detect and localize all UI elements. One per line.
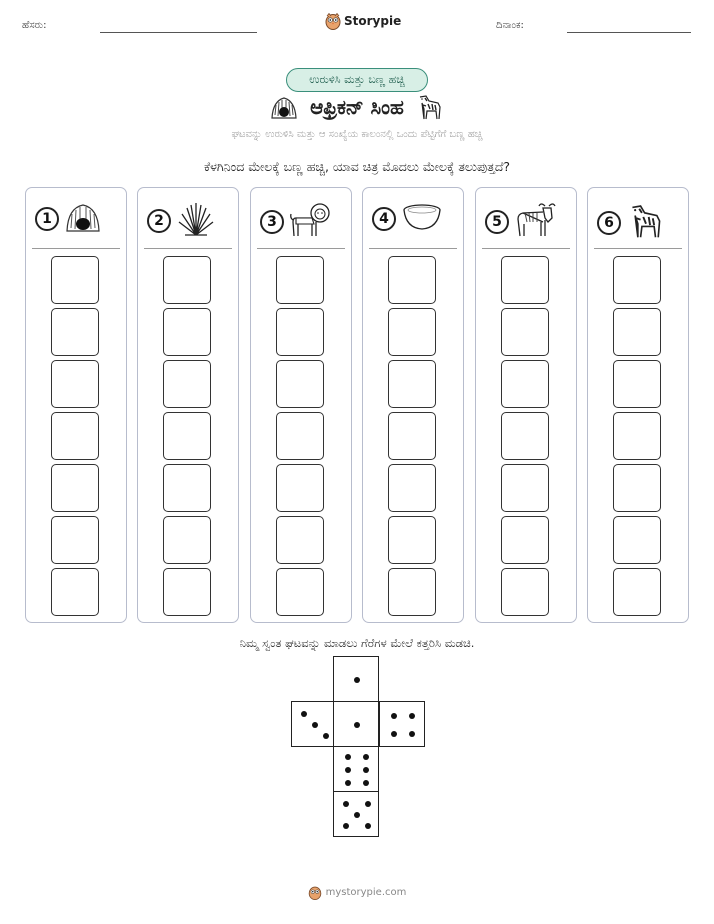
color-box[interactable] (388, 256, 436, 304)
die-pip (409, 713, 415, 719)
die-face-3 (291, 701, 337, 747)
die-pip (323, 733, 329, 739)
date-label: ದಿನಾಂಕ: (496, 20, 524, 31)
die-face-1 (333, 656, 379, 702)
die-pip (354, 677, 360, 683)
color-box[interactable] (51, 256, 99, 304)
die-face-5 (333, 791, 379, 837)
color-box[interactable] (501, 516, 549, 564)
color-box[interactable] (613, 464, 661, 512)
column-header (147, 202, 215, 240)
color-box[interactable] (51, 308, 99, 356)
die-pip (363, 780, 369, 786)
column-divider (32, 248, 120, 249)
color-box[interactable] (163, 412, 211, 460)
color-box[interactable] (51, 568, 99, 616)
owl-icon (325, 12, 341, 30)
color-box[interactable] (388, 464, 436, 512)
color-box[interactable] (51, 516, 99, 564)
column-header (372, 202, 442, 236)
column-header (597, 202, 665, 244)
color-box[interactable] (388, 360, 436, 408)
die-pip (354, 812, 360, 818)
column-number: 4 (372, 207, 396, 231)
column-3 (250, 187, 352, 623)
column-4 (362, 187, 464, 623)
zebra-icon (627, 202, 665, 244)
cut-instruction: ನಿಮ್ಮ ಸ್ವಂತ ಘಟವನ್ನು ಮಾಡಲು ಗೆರೆಗಳ ಮೇಲೆ ಕತ್ತರಿಸಿ ಮಡಚಿ. (239, 636, 475, 650)
zebra-icon (416, 93, 444, 121)
column-divider (144, 248, 232, 249)
brand-logo (325, 12, 401, 30)
question: ಕೆಳಗಿನಿಂದ ಮೇಲಕ್ಕೆ ಬಣ್ಣ ಹಚ್ಚಿ, ಯಾವ ಚಿತ್ರ ಮೊದಲು ಮೇಲಕ್ಕೆ ತಲುಪುತ್ತದೆ? (203, 159, 511, 174)
color-box[interactable] (163, 308, 211, 356)
column-header (260, 202, 332, 242)
page-title: ಆಫ್ರಿಕನ್ ಸಿಂಹ (310, 95, 404, 119)
color-box[interactable] (613, 568, 661, 616)
color-box[interactable] (276, 412, 324, 460)
color-box[interactable] (51, 412, 99, 460)
die-pip (343, 823, 349, 829)
column-divider (594, 248, 682, 249)
color-box[interactable] (613, 360, 661, 408)
die-pip (345, 767, 351, 773)
die-pip (391, 713, 397, 719)
activity-pill: ಉರುಳಿಸಿ ಮತ್ತು ಬಣ್ಣ ಹಚ್ಚಿ (286, 68, 428, 92)
column-1 (25, 187, 127, 623)
color-box[interactable] (276, 308, 324, 356)
column-2 (137, 187, 239, 623)
color-box[interactable] (613, 256, 661, 304)
die-pip (312, 722, 318, 728)
color-box[interactable] (501, 308, 549, 356)
die-face-4 (379, 701, 425, 747)
cave-icon (270, 95, 298, 119)
owl-icon (308, 885, 322, 900)
die-pip (301, 711, 307, 717)
grass-icon (177, 202, 215, 240)
die-pip (365, 823, 371, 829)
column-number: 5 (485, 210, 509, 234)
color-box[interactable] (163, 360, 211, 408)
column-number: 1 (35, 207, 59, 231)
column-number: 2 (147, 209, 171, 233)
color-box[interactable] (613, 308, 661, 356)
die-pip (363, 754, 369, 760)
wildebeest-icon (515, 202, 557, 242)
color-box[interactable] (501, 412, 549, 460)
column-5 (475, 187, 577, 623)
footer-url: mystorypie.com (325, 887, 407, 898)
date-line (567, 32, 691, 33)
column-number: 3 (260, 210, 284, 234)
color-box[interactable] (276, 360, 324, 408)
color-box[interactable] (501, 464, 549, 512)
color-box[interactable] (388, 568, 436, 616)
die-face-1 (333, 701, 379, 747)
color-box[interactable] (613, 412, 661, 460)
column-divider (369, 248, 457, 249)
color-box[interactable] (501, 360, 549, 408)
name-label: ಹೆಸರು: (22, 20, 47, 31)
color-box[interactable] (163, 464, 211, 512)
column-header (35, 202, 101, 236)
color-box[interactable] (163, 256, 211, 304)
color-box[interactable] (388, 516, 436, 564)
die-pip (391, 731, 397, 737)
footer (0, 885, 714, 900)
color-box[interactable] (501, 568, 549, 616)
lion-icon (290, 202, 332, 242)
die-pip (345, 780, 351, 786)
color-box[interactable] (163, 568, 211, 616)
cave-icon (65, 202, 101, 236)
subtitle: ಘಟವನ್ನು ಉರುಳಿಸಿ ಮತ್ತು ಆ ಸಂಖ್ಯೆಯ ಕಾಲಂನಲ್ಲಿ ಒಂದು ಪೆಟ್ಟಿಗೆಗೆ ಬಣ್ಣ ಹಚ್ಚಿ (231, 129, 483, 140)
die-pip (365, 801, 371, 807)
color-box[interactable] (388, 412, 436, 460)
color-box[interactable] (501, 256, 549, 304)
color-box[interactable] (51, 360, 99, 408)
die-pip (354, 722, 360, 728)
color-box[interactable] (388, 308, 436, 356)
color-box[interactable] (276, 464, 324, 512)
color-box[interactable] (276, 516, 324, 564)
column-number: 6 (597, 211, 621, 235)
brand-name: Storypie (344, 14, 402, 28)
die-face-6 (333, 746, 379, 792)
column-header (485, 202, 557, 242)
color-box[interactable] (276, 568, 324, 616)
die-pip (363, 767, 369, 773)
title-row (0, 93, 714, 121)
color-box[interactable] (163, 516, 211, 564)
column-divider (482, 248, 570, 249)
color-box[interactable] (276, 256, 324, 304)
color-box[interactable] (51, 464, 99, 512)
color-box[interactable] (613, 516, 661, 564)
column-divider (257, 248, 345, 249)
die-pip (343, 801, 349, 807)
name-line (100, 32, 257, 33)
die-pip (345, 754, 351, 760)
bowl-icon (402, 202, 442, 236)
die-pip (409, 731, 415, 737)
column-6 (587, 187, 689, 623)
